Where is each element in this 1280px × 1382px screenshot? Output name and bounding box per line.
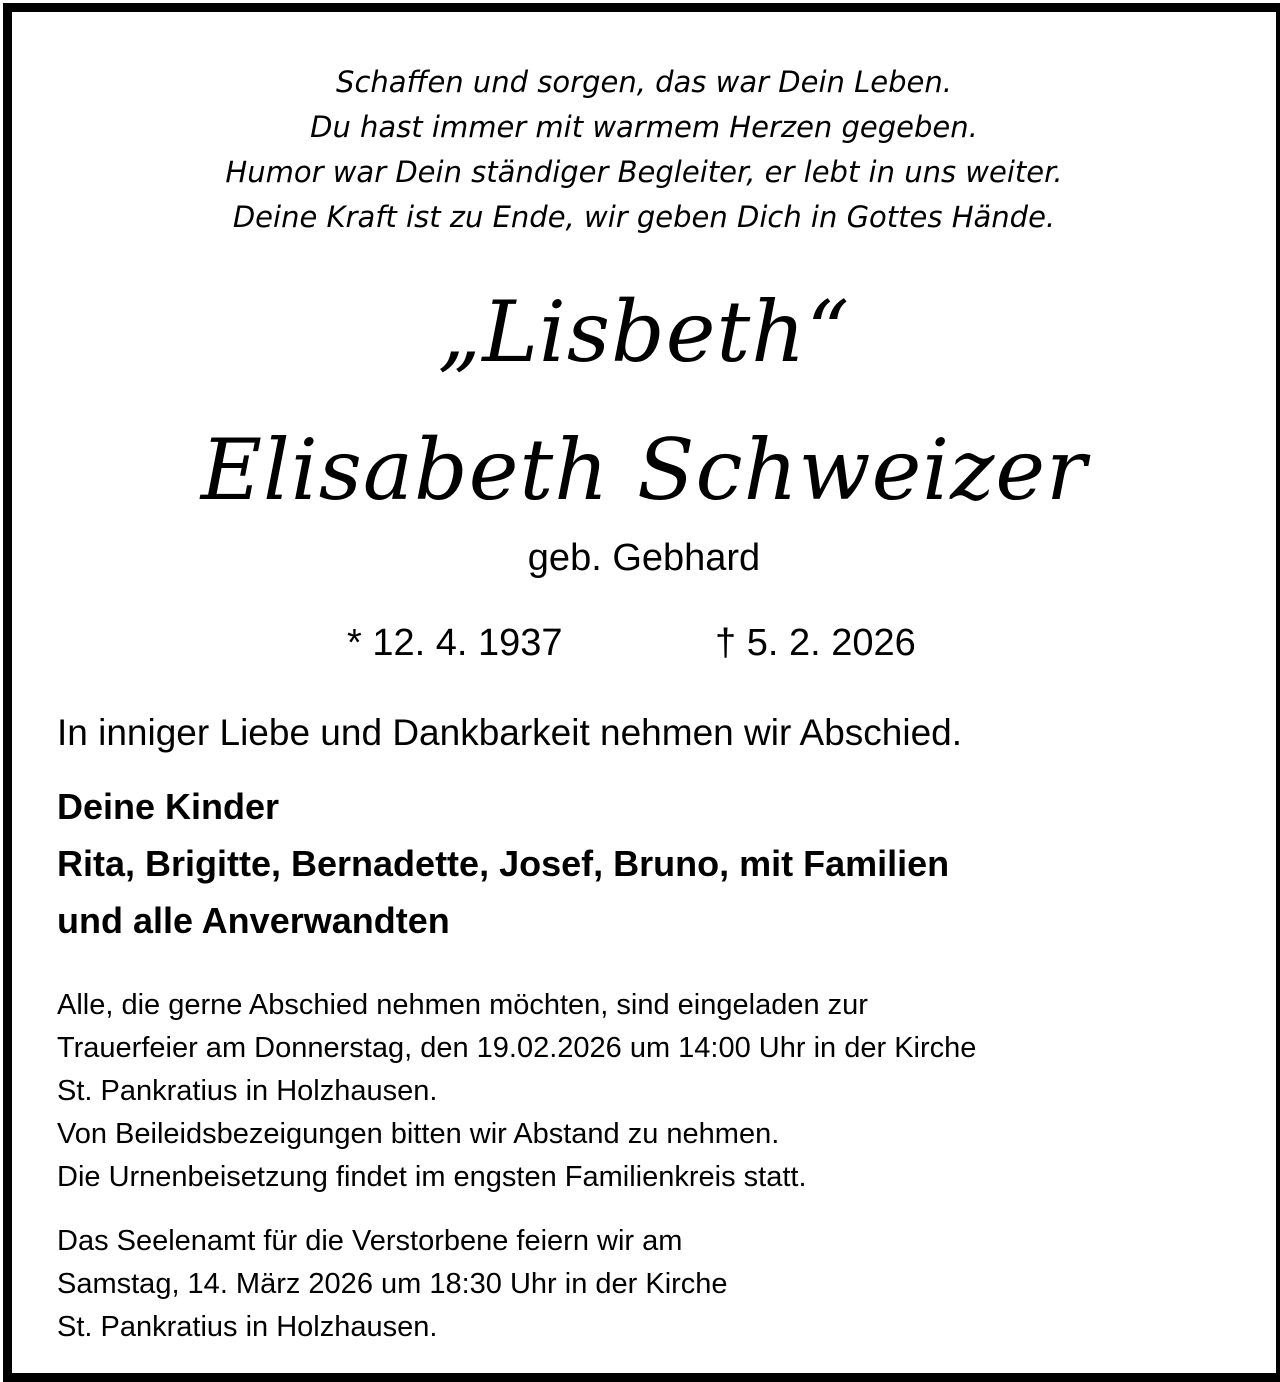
service-info [57, 984, 976, 1199]
service-info-line: Die Urnenbeisetzung findet im engsten Familienkreis statt. [57, 1161, 807, 1193]
requiem-info-line: Das Seelenamt für die Verstorbene feiern wir am [57, 1225, 683, 1257]
requiem-info-line: St. Pankratius in Holzhausen. [57, 1311, 438, 1343]
requiem-info-line: Samstag, 14. März 2026 um 18:30 Uhr in der Kirche [57, 1268, 728, 1300]
poem-line: Schaffen und sorgen, das war Dein Leben. [336, 65, 952, 99]
maiden-name: geb. Gebhard [527, 537, 761, 579]
poem-line: Du hast immer mit warmem Herzen gegeben. [310, 110, 978, 144]
service-info-line: St. Pankratius in Holzhausen. [57, 1075, 438, 1107]
service-info-line: Alle, die gerne Abschied nehmen möchten, sind eingeladen zur [57, 989, 868, 1021]
poem-line: Humor war Dein ständiger Begleiter, er lebt in uns weiter. [225, 155, 1063, 189]
deceased-nickname: „Lisbeth“ [437, 283, 851, 381]
mourners-heading: Deine Kinder [57, 786, 280, 827]
deceased-full-name: Elisabeth Schweizer [200, 421, 1088, 519]
farewell-line: In inniger Liebe und Dankbarkeit nehmen wir Abschied. [57, 712, 963, 753]
mourners-names: Rita, Brigitte, Bernadette, Josef, Bruno, mit Familien [57, 843, 950, 884]
service-info-line: Trauerfeier am Donnerstag, den 19.02.2026 um 14:00 Uhr in der Kirche [57, 1032, 977, 1064]
service-info-line: Von Beileidsbezeigungen bitten wir Abstand zu nehmen. [57, 1118, 780, 1150]
obituary-frame [3, 3, 1280, 1382]
birth-date: * 12. 4. 1937 [347, 622, 563, 664]
requiem-info [57, 1220, 728, 1349]
poem-line: Deine Kraft ist zu Ende, wir geben Dich in Gottes Hände. [232, 200, 1056, 234]
death-date: † 5. 2. 2026 [715, 622, 916, 664]
mourners-relatives: und alle Anverwandten [57, 900, 450, 941]
poem [12, 60, 1276, 240]
